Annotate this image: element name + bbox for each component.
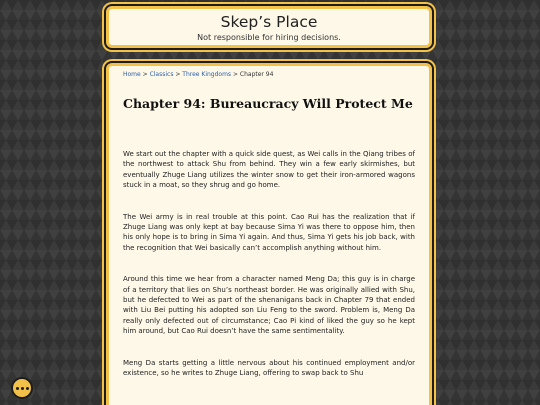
more-dots-icon (15, 387, 30, 390)
article-paragraph: We start out the chapter with a quick side quest, as Wei calls in the Qiang tribes of the northwest to attack Shu from behind. They win a few early skirmishes, but eventually Zhuge Liang utilizes the winter snow to get their iron-armored wagons stuck in a moat, so they shrug and go home. (123, 150, 415, 190)
site-subtitle: Not responsible for hiring decisions. (197, 33, 341, 42)
breadcrumb-link-three-kingdoms[interactable]: Three Kingdoms (182, 71, 232, 78)
article-paragraph: Meng Da starts getting a little nervous about his continued employment and/or existence, so he writes to Zhuge Liang, offering to swap back to Shu (123, 358, 415, 378)
breadcrumb-link-classics[interactable]: Classics (149, 71, 174, 78)
breadcrumb-separator: > (140, 71, 150, 78)
content-inner (109, 66, 429, 379)
site-title[interactable]: Skep’s Place (220, 13, 318, 31)
menu-button[interactable] (11, 377, 33, 399)
breadcrumb-separator: > (231, 71, 240, 78)
article-paragraph: The Wei army is in real trouble at this point. Cao Rui has the realization that if Zhuge Liang was only kept at bay because Sima Yi was there to oppose him, then his only hope is to bring in Sima Yi again. And thus, Sima Yi gets his job back, with the recognition that Wei basically can’t accomplish anything without him. (123, 212, 415, 252)
breadcrumb-current: Chapter 94 (239, 71, 274, 78)
site-header (106, 6, 432, 48)
breadcrumb-link-home[interactable]: Home (123, 71, 141, 78)
chapter-title: Chapter 94: Bureaucracy Will Protect Me (123, 96, 413, 111)
content-card (106, 63, 432, 405)
breadcrumb-separator: > (173, 71, 183, 78)
article-paragraph: Around this time we hear from a character named Meng Da; this guy is in charge of a territory that lies on Shu’s northeast border. He was originally allied with Shu, but he defected to Wei as part of the shenanigans back in Chapter 79 that ended with Liu Bei putting his adopted son Liu Feng to the sword. Problem is, Meng Da really only defected out of circumstance; Cao Pi kind of liked the guy so he kept him around, but Cao Rui doesn’t have the same sentimentality. (123, 275, 415, 336)
breadcrumb (123, 70, 415, 79)
